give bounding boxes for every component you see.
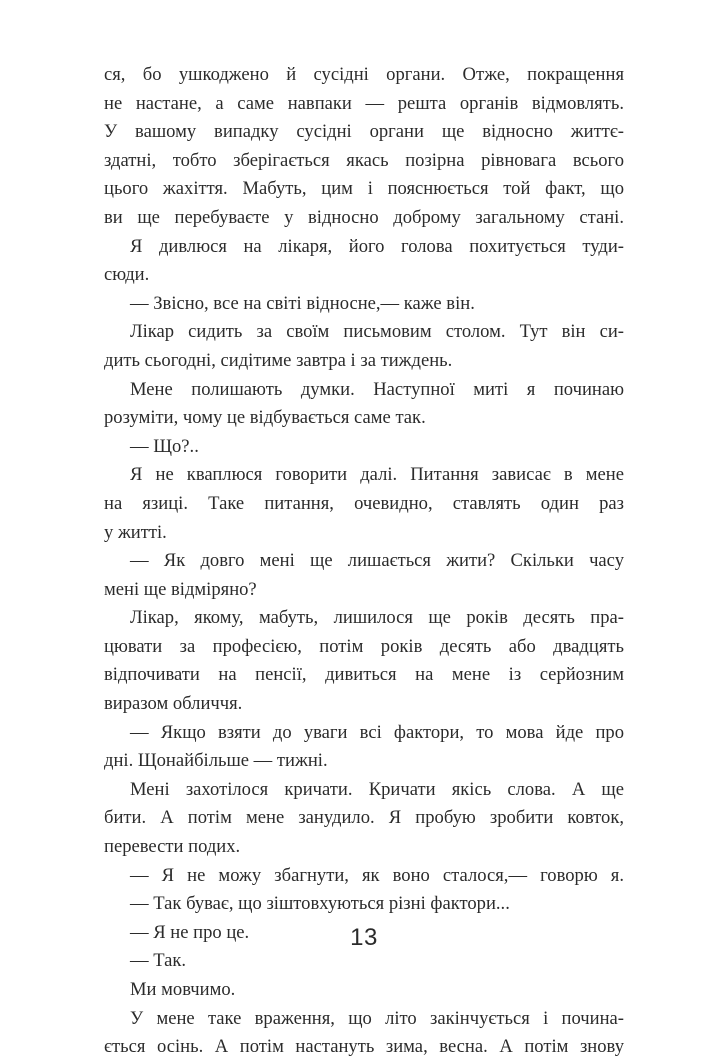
text-line: — Так буває, що зіштовхуються різні фактори... <box>130 893 510 915</box>
text-line: виразом обличчя. <box>104 693 243 715</box>
text-line: — Якщо взяти до уваги всі фактори, то мова йде про <box>130 721 624 743</box>
text-line: відпочивати на пенсії, дивиться на мене із серйозним <box>104 664 624 686</box>
body-text <box>104 61 624 1062</box>
text-line: бити. А потім мене занудило. Я пробую зробити ковток, <box>104 807 624 829</box>
text-line: перевести подих. <box>104 836 241 858</box>
text-line: — Як довго мені ще лишається жити? Скільки часу <box>130 550 624 572</box>
text-line: — Що?.. <box>130 435 199 457</box>
text-line: — Я не можу збагнути, як воно сталося,— говорю я. <box>130 864 624 886</box>
text-line: цювати за професією, потім років десять або двадцять <box>104 635 624 657</box>
text-line: Я не кваплюся говорити далі. Питання зависає в мене <box>130 464 624 486</box>
text-line: ється осінь. А потім настануть зима, весна. А потім знову <box>104 1036 624 1058</box>
text-line: сюди. <box>104 264 150 286</box>
text-line: Мене полишають думки. Наступної миті я починаю <box>130 378 624 400</box>
text-line: здатні, тобто зберігається якась позірна рівновага всього <box>104 149 624 171</box>
text-line: — Я не про це. <box>130 921 250 943</box>
text-line: ся, бо ушкоджено й сусідні органи. Отже, покращення <box>104 64 624 85</box>
text-line: мені ще відміряно? <box>104 578 257 600</box>
text-line: дні. Щонайбільше — тижні. <box>104 750 328 772</box>
page-number: 13 <box>350 924 378 951</box>
text-line: ви ще перебуваєте у відносно доброму загальному стані. <box>104 206 624 228</box>
text-line: розуміти, чому це відбувається саме так. <box>104 407 426 429</box>
text-line: Я дивлюся на лікаря, його голова похитується туди- <box>130 235 624 257</box>
text-line: Мені захотілося кричати. Кричати якісь слова. А ще <box>130 778 624 800</box>
text-line: Ми мовчимо. <box>130 979 236 1000</box>
text-line: дить сьогодні, сидітиме завтра і за тиждень. <box>104 349 453 371</box>
text-line: Лікар, якому, мабуть, лишилося ще років десять пра- <box>130 607 624 629</box>
text-line: цього жахіття. Мабуть, цим і пояснюється той факт, що <box>104 178 624 200</box>
text-line: Лікар сидить за своїм письмовим столом. Тут він си- <box>130 321 624 343</box>
text-line: — Так. <box>130 950 187 972</box>
text-line: у житті. <box>104 521 167 543</box>
text-line: не настане, а саме навпаки — решта органів відмовлять. <box>104 92 624 114</box>
text-line: — Звісно, все на світі відносне,— каже він. <box>130 292 475 314</box>
text-line: У вашому випадку сусідні органи ще відносно життє- <box>104 121 624 143</box>
text-line: на язиці. Таке питання, очевидно, ставлять один раз <box>104 492 624 514</box>
text-line: У мене таке враження, що літо закінчується і почина- <box>130 1007 624 1029</box>
